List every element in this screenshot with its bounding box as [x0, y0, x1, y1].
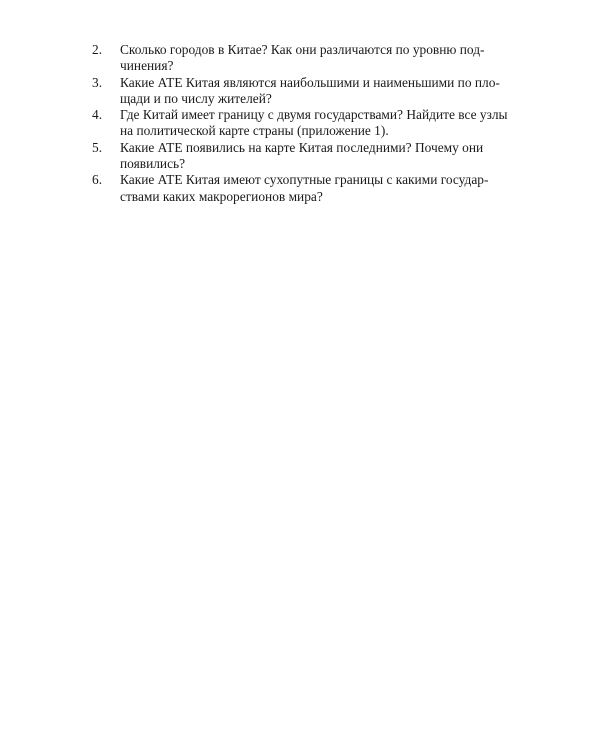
- question-text-line: Какие АТЕ Китая имеют сухопутные границы с какими государ-: [120, 172, 489, 188]
- question-text-line: на политической карте страны (приложение 1).: [120, 123, 389, 139]
- question-number: 6.: [92, 172, 103, 188]
- question-item: [92, 75, 512, 108]
- question-item: [92, 107, 512, 140]
- question-text-line: Какие АТЕ появились на карте Китая последними? Почему они: [120, 139, 484, 155]
- question-number: 2.: [92, 42, 103, 57]
- question-item: [92, 42, 512, 75]
- question-text-line: ствами каких макрорегионов мира?: [120, 188, 323, 204]
- question-text-line: появились?: [120, 156, 186, 172]
- question-item: [92, 140, 512, 173]
- question-text-line: чинения?: [120, 58, 174, 74]
- question-text-line: Сколько городов в Китае? Как они различаются по уровню под-: [120, 42, 485, 57]
- question-number: 4.: [92, 107, 103, 123]
- question-number: 5.: [92, 139, 103, 155]
- question-item: [92, 172, 512, 205]
- question-number: 3.: [92, 74, 103, 90]
- question-text-line: щади и по числу жителей?: [120, 90, 272, 106]
- question-text-line: Где Китай имеет границу с двумя государствами? Найдите все узлы: [120, 107, 508, 123]
- question-text-line: Какие АТЕ Китая являются наибольшими и наименьшими по пло-: [120, 74, 500, 90]
- question-list: [92, 42, 512, 205]
